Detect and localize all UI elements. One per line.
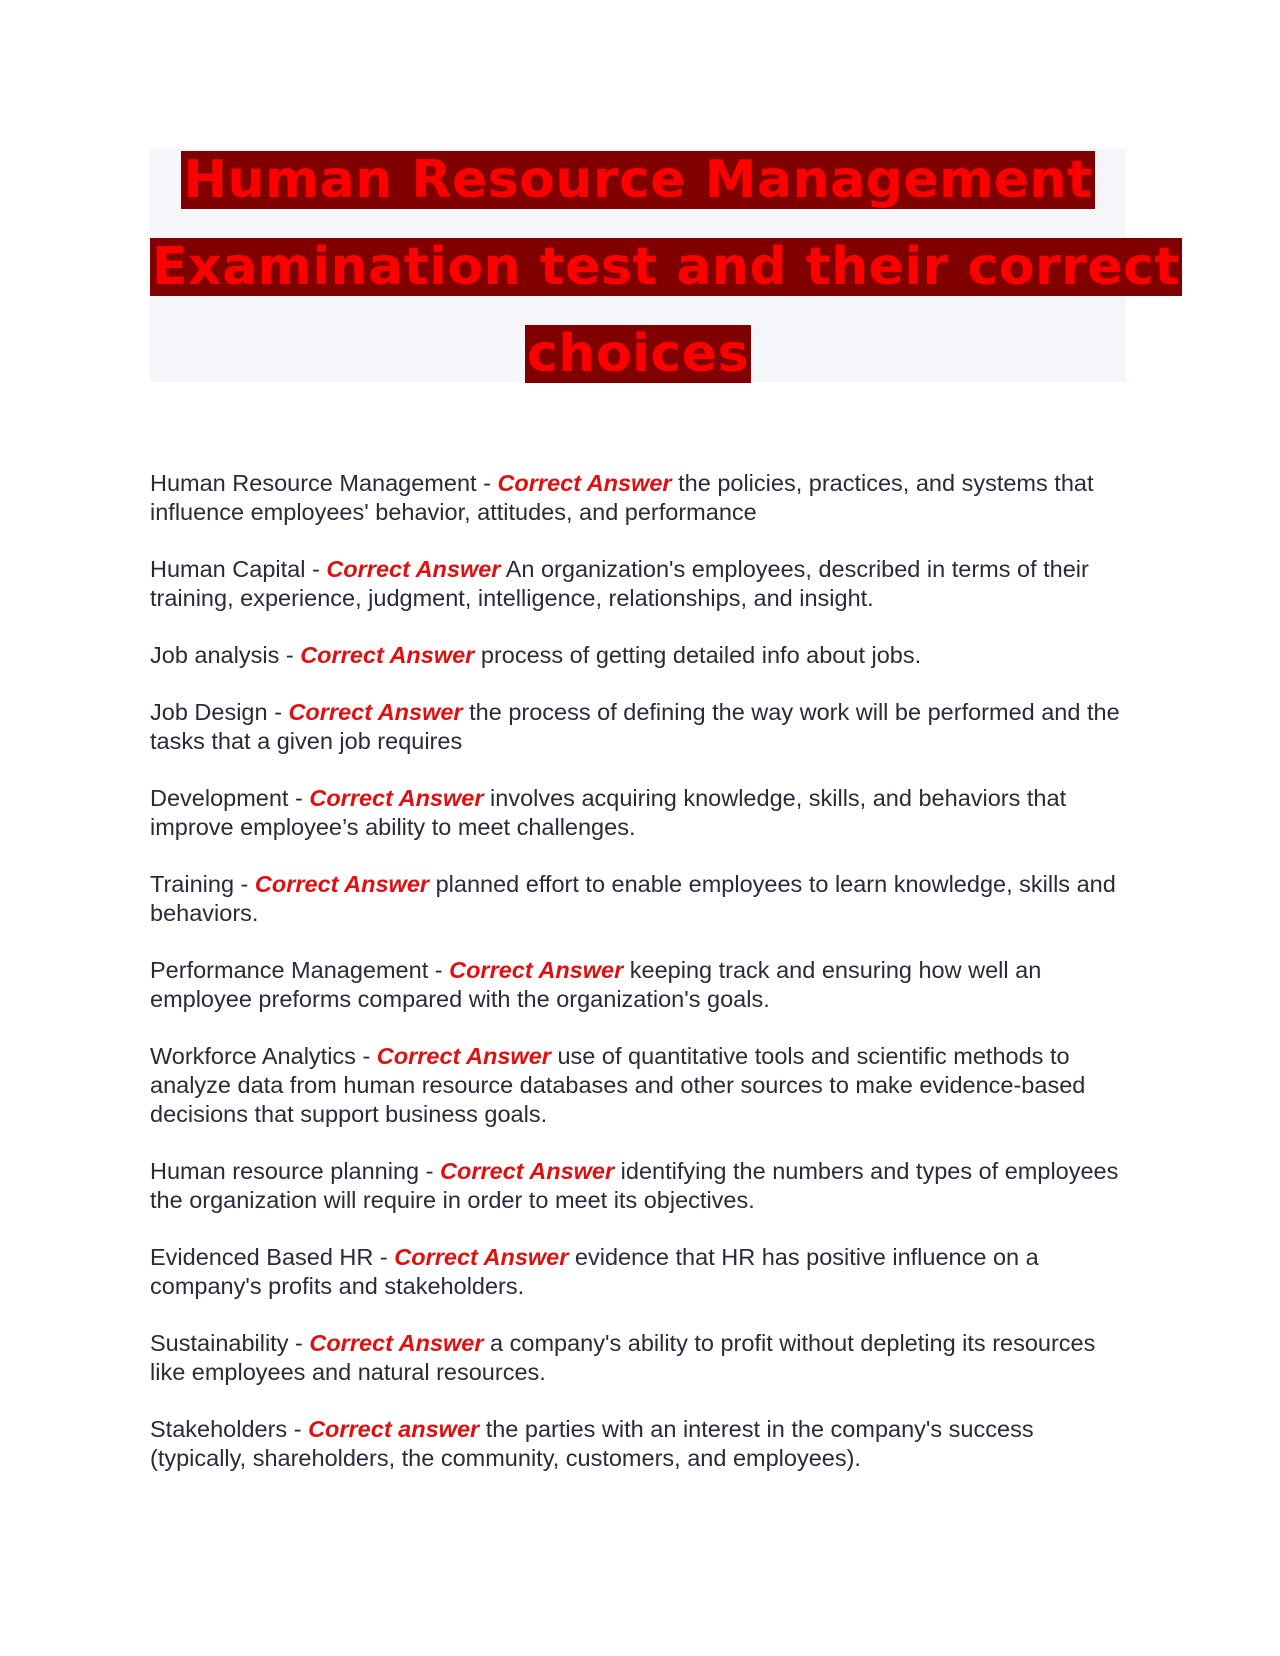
qa-entry-human-capital bbox=[150, 555, 1126, 613]
entry-term: Workforce Analytics - bbox=[150, 1043, 377, 1069]
entry-term: Performance Management - bbox=[150, 957, 450, 983]
qa-entry-human-resource-planning bbox=[150, 1157, 1126, 1215]
entry-definition: An organization's employees, described in terms of their training, experience, judgment, intelligence, relationships, and insight. bbox=[150, 556, 1089, 611]
correct-answer-label: Correct Answer bbox=[394, 1244, 569, 1270]
correct-answer-label: Correct Answer bbox=[376, 1043, 551, 1069]
entry-definition: process of getting detailed info about jobs. bbox=[474, 642, 922, 668]
entry-term: Human resource planning - bbox=[150, 1158, 440, 1184]
entry-term: Job analysis - bbox=[150, 642, 301, 668]
entry-term: Evidenced Based HR - bbox=[150, 1244, 395, 1270]
entry-term: Development - bbox=[150, 785, 310, 811]
entry-definition: involves acquiring knowledge, skills, and behaviors that improve employee’s ability to meet challenges. bbox=[150, 785, 1067, 840]
entry-term: Job Design - bbox=[150, 699, 289, 725]
correct-answer-label: Correct Answer bbox=[309, 1330, 484, 1356]
qa-entry-human-resource-management bbox=[150, 469, 1126, 527]
entry-definition: use of quantitative tools and scientific methods to analyze data from human resource databases and other sources to make evidence-based decisions that support business goals. bbox=[150, 1043, 1086, 1127]
correct-answer-label: Correct Answer bbox=[449, 957, 624, 983]
qa-entry-evidenced-based-hr bbox=[150, 1243, 1126, 1301]
title-text-2: Examination test and their correct bbox=[152, 237, 1180, 297]
correct-answer-label: Correct Answer bbox=[288, 699, 463, 725]
qa-entry-training bbox=[150, 870, 1126, 928]
entry-term: Sustainability - bbox=[150, 1330, 310, 1356]
entry-term: Human Resource Management - bbox=[150, 470, 498, 496]
entry-term: Stakeholders - bbox=[150, 1416, 309, 1442]
title-line-1 bbox=[150, 149, 1126, 236]
qa-entry-performance-management bbox=[150, 956, 1126, 1014]
qa-entry-sustainability bbox=[150, 1329, 1126, 1387]
entry-definition: planned effort to enable employees to learn knowledge, skills and behaviors. bbox=[150, 871, 1116, 926]
title-line-3 bbox=[150, 323, 1126, 410]
title-line-2 bbox=[150, 236, 1180, 323]
entry-definition: identifying the numbers and types of employees the organization will require in order to meet its objectives. bbox=[150, 1158, 1119, 1213]
entry-definition: evidence that HR has positive influence on a company's profits and stakeholders. bbox=[150, 1244, 1039, 1299]
correct-answer-label: Correct Answer bbox=[497, 470, 672, 496]
qa-entry-job-design bbox=[150, 698, 1126, 756]
correct-answer-label: Correct Answer bbox=[440, 1158, 615, 1184]
correct-answer-label: Correct Answer bbox=[326, 556, 501, 582]
qa-entry-workforce-analytics bbox=[150, 1042, 1126, 1129]
correct-answer-label: Correct Answer bbox=[309, 785, 484, 811]
title-text-1: Human Resource Management bbox=[183, 150, 1093, 210]
document-page bbox=[150, 149, 1180, 1501]
qa-entry-stakeholders bbox=[150, 1415, 1126, 1473]
entry-definition: the parties with an interest in the company's success (typically, shareholders, the community, customers, and employees). bbox=[150, 1416, 1034, 1471]
correct-answer-label: Correct Answer bbox=[254, 871, 430, 897]
qa-list bbox=[150, 469, 1126, 1473]
title-text-3: choices bbox=[527, 324, 749, 384]
entry-term: Human Capital - bbox=[150, 556, 327, 582]
entry-definition: the policies, practices, and systems that influence employees' behavior, attitudes, and performance bbox=[150, 470, 1094, 525]
title-banner bbox=[150, 149, 1180, 384]
entry-definition: a company's ability to profit without depleting its resources like employees and natural resources. bbox=[150, 1330, 1096, 1385]
entry-term: Training - bbox=[150, 871, 255, 897]
qa-entry-job-analysis bbox=[150, 641, 1126, 670]
correct-answer-label: Correct Answer bbox=[300, 642, 475, 668]
qa-entry-development bbox=[150, 784, 1126, 842]
correct-answer-label: Correct answer bbox=[308, 1416, 480, 1442]
entry-definition: keeping track and ensuring how well an employee preforms compared with the organization's goals. bbox=[150, 957, 1042, 1012]
entry-definition: the process of defining the way work will be performed and the tasks that a given job requires bbox=[150, 699, 1120, 754]
